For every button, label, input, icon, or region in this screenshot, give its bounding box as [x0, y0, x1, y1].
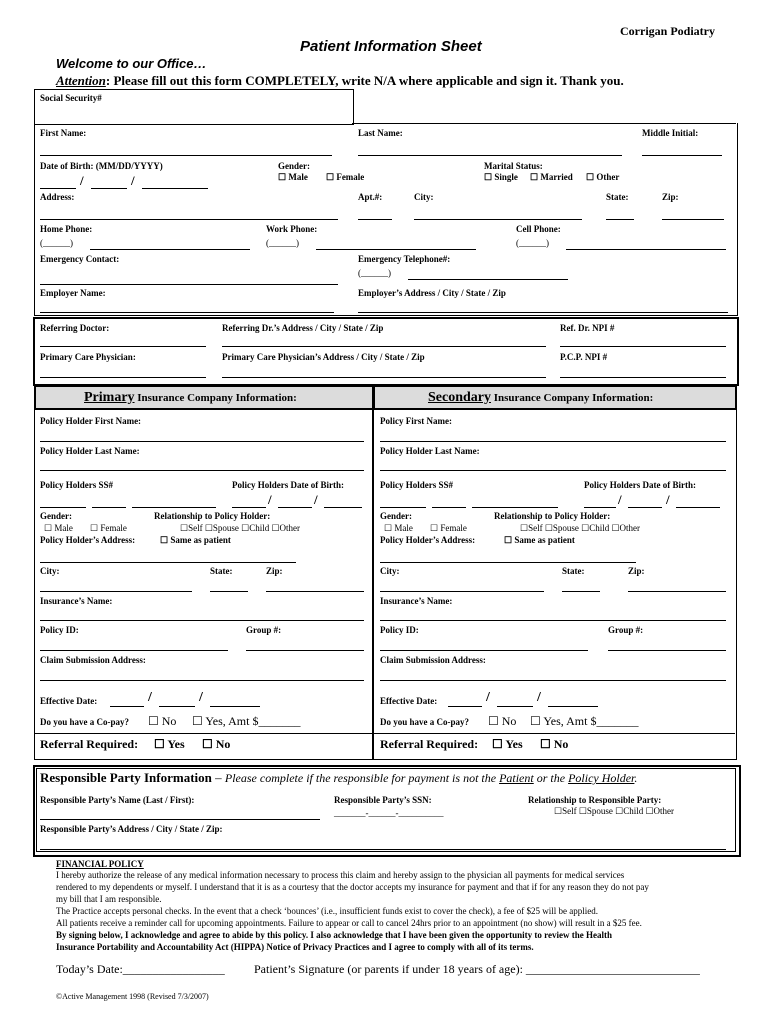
secondary-address-field[interactable] [380, 562, 636, 563]
secondary-insurance-name-label: Insurance’s Name: [380, 596, 453, 606]
primary-male-checkbox[interactable]: ☐ Male [44, 523, 73, 533]
primary-dob-label: Policy Holders Date of Birth: [232, 480, 344, 490]
primary-group-label: Group #: [246, 625, 282, 635]
employer-name-field[interactable] [40, 312, 334, 313]
employer-address-field[interactable] [358, 312, 728, 313]
primary-dob-slash-2: / [314, 492, 318, 507]
responsible-relationship-label: Relationship to Responsible Party: [528, 795, 662, 805]
secondary-heading-main: Secondary [428, 390, 491, 405]
primary-referral-no[interactable]: ☐ No [202, 737, 231, 751]
primary-group-field[interactable] [246, 650, 364, 651]
responsible-name-label: Responsible Party’s Name (Last / First): [40, 795, 195, 805]
referring-doctor-field[interactable] [40, 346, 206, 347]
secondary-dob-day[interactable] [628, 507, 662, 508]
home-phone-area: (______) [40, 238, 73, 248]
primary-zip-label: Zip: [266, 566, 283, 576]
responsible-note-dot: . [634, 771, 638, 785]
ssn-label: Social Security# [40, 93, 102, 103]
city-label: City: [414, 192, 434, 202]
primary-policy-id-label: Policy ID: [40, 625, 79, 635]
gender-male-checkbox[interactable]: ☐ Male [278, 172, 308, 182]
secondary-effective-month[interactable] [448, 706, 482, 707]
apt-field[interactable] [358, 219, 392, 220]
emergency-contact-label: Emergency Contact: [40, 254, 120, 264]
attention-text: : Please fill out this form COMPLETELY, write N/A where applicable and sign it. Thank you. [105, 73, 624, 88]
emergency-phone-field[interactable] [408, 279, 568, 280]
secondary-first-name-label: Policy First Name: [380, 416, 452, 426]
first-name-field[interactable] [40, 155, 332, 156]
secondary-dob-slash-2: / [666, 492, 670, 507]
work-phone-label: Work Phone: [266, 224, 318, 234]
responsible-note-a: Please complete if the responsible for payment is not the [224, 771, 500, 785]
home-phone-label: Home Phone: [40, 224, 93, 234]
pcp-npi-label: P.C.P. NPI # [560, 352, 608, 362]
responsible-title: Responsible Party Information [40, 770, 212, 785]
secondary-effective-day[interactable] [497, 706, 533, 707]
insurance-divider [372, 385, 374, 759]
primary-copay-no[interactable]: ☐ No [148, 714, 177, 728]
secondary-copay-yes[interactable]: ☐ Yes, Amt $_______ [530, 714, 639, 728]
secondary-referral-yes[interactable]: ☐ Yes [492, 737, 523, 751]
primary-zip-field[interactable] [266, 591, 364, 592]
primary-copay-label: Do you have a Co-pay? [40, 717, 130, 727]
ref-npi-label: Ref. Dr. NPI # [560, 323, 615, 333]
responsible-ssn-field[interactable]: _______-______-__________ [334, 808, 444, 818]
primary-referral-required-label: Referral Required: [40, 737, 139, 751]
responsible-note-patient: Patient [499, 771, 534, 785]
dob-month-field[interactable] [40, 188, 76, 189]
pcp-field[interactable] [40, 377, 206, 378]
responsible-ssn-label: Responsible Party’s SSN: [334, 795, 432, 805]
primary-state-label: State: [210, 566, 233, 576]
marital-other-checkbox[interactable]: ☐ Other [586, 172, 620, 182]
primary-female-checkbox[interactable]: ☐ Female [90, 523, 127, 533]
referring-address-field[interactable] [222, 346, 546, 347]
primary-claim-address-label: Claim Submission Address: [40, 655, 146, 665]
emergency-contact-field[interactable] [40, 284, 338, 285]
zip-label: Zip: [662, 192, 679, 202]
primary-effective-slash-2: / [199, 690, 203, 705]
secondary-policy-id-label: Policy ID: [380, 625, 419, 635]
secondary-ss-field-1[interactable] [380, 507, 426, 508]
referring-doctor-label: Referring Doctor: [40, 323, 110, 333]
responsible-dash: – [211, 770, 225, 785]
primary-dob-month[interactable] [232, 507, 266, 508]
responsible-relationship-options[interactable]: ☐Self ☐Spouse ☐Child ☐Other [554, 806, 675, 816]
secondary-relationship-label: Relationship to Policy Holder: [494, 511, 611, 521]
dob-slash-2: / [131, 173, 135, 188]
primary-same-as-patient[interactable]: ☐ Same as patient [160, 535, 231, 545]
primary-ss-field-3[interactable] [132, 507, 216, 508]
primary-relationship-label: Relationship to Policy Holder: [154, 511, 271, 521]
pcp-address-field[interactable] [222, 377, 546, 378]
zip-field[interactable] [662, 219, 724, 220]
primary-last-name-label: Policy Holder Last Name: [40, 446, 140, 456]
responsible-name-field[interactable] [40, 819, 320, 820]
primary-address-field[interactable] [40, 562, 296, 563]
cell-phone-field[interactable] [566, 249, 726, 250]
primary-state-field[interactable] [210, 591, 248, 592]
primary-effective-month[interactable] [110, 706, 144, 707]
primary-heading-main: Primary [84, 390, 135, 405]
dob-year-field[interactable] [142, 188, 208, 189]
secondary-ss-field-3[interactable] [472, 507, 558, 508]
secondary-gender-label: Gender: [380, 511, 412, 521]
responsible-address-field[interactable] [40, 849, 726, 850]
pcp-npi-field[interactable] [560, 377, 726, 378]
policy-line-6: By signing below, I acknowledge and agree to abide by this policy. I also acknowledge that I have been given the opportunity to review the Health [56, 930, 612, 940]
primary-address-label: Policy Holder’s Address: [40, 535, 136, 545]
insurance-referral-rule [35, 733, 735, 734]
primary-ss-field-1[interactable] [40, 507, 86, 508]
cell-phone-area: (______) [516, 238, 549, 248]
primary-heading-rest: Insurance Company Information: [134, 392, 297, 404]
secondary-city-field[interactable] [380, 591, 544, 592]
primary-heading [84, 388, 297, 406]
secondary-first-name-field[interactable] [380, 441, 726, 442]
secondary-policy-id-field[interactable] [380, 650, 588, 651]
secondary-heading [428, 388, 653, 406]
referring-address-label: Referring Dr.’s Address / City / State / Zip [222, 323, 384, 333]
secondary-dob-label: Policy Holders Date of Birth: [584, 480, 696, 490]
secondary-claim-address-field[interactable] [380, 680, 726, 681]
secondary-effective-year[interactable] [548, 706, 598, 707]
pcp-address-label: Primary Care Physician’s Address / City / State / Zip [222, 352, 425, 362]
secondary-relationship-options[interactable]: ☐Self ☐Spouse ☐Child ☐Other [520, 523, 641, 533]
responsible-heading [40, 770, 637, 786]
primary-dob-slash-1: / [268, 492, 272, 507]
address-field[interactable] [40, 219, 338, 220]
employer-name-label: Employer Name: [40, 288, 106, 298]
secondary-referral-required-label: Referral Required: [380, 737, 479, 751]
address-label: Address: [40, 192, 75, 202]
policy-line-7: Insurance Portability and Accountability Act (HIPPA) Notice of Privacy Practices and I agree to comply with all of its terms. [56, 942, 534, 952]
financial-policy-title: FINANCIAL POLICY [56, 859, 144, 869]
emergency-phone-label: Emergency Telephone#: [358, 254, 451, 264]
secondary-address-label: Policy Holder’s Address: [380, 535, 476, 545]
secondary-effective-slash-2: / [537, 690, 541, 705]
secondary-dob-month[interactable] [584, 507, 616, 508]
todays-date-field[interactable]: Today’s Date:_________________ [56, 962, 225, 976]
policy-line-1: I hereby authorize the release of any medical information necessary to process this claim and hereby assign to the physician all payments for medical services [56, 870, 625, 880]
responsible-address-label: Responsible Party’s Address / City / State / Zip: [40, 824, 223, 834]
primary-first-name-field[interactable] [40, 441, 364, 442]
state-field[interactable] [606, 219, 634, 220]
primary-dob-year[interactable] [324, 507, 362, 508]
secondary-ss-label: Policy Holders SS# [380, 480, 454, 490]
employer-address-label: Employer’s Address / City / State / Zip [358, 288, 506, 298]
secondary-last-name-field[interactable] [380, 470, 726, 471]
secondary-dob-year[interactable] [676, 507, 720, 508]
pcp-label: Primary Care Physician: [40, 352, 136, 362]
work-phone-area: (______) [266, 238, 299, 248]
dob-label: Date of Birth: (MM/DD/YYYY) [40, 161, 163, 171]
secondary-claim-address-label: Claim Submission Address: [380, 655, 486, 665]
home-phone-field[interactable] [90, 249, 250, 250]
secondary-group-label: Group #: [608, 625, 644, 635]
last-name-label: Last Name: [358, 128, 403, 138]
primary-claim-address-field[interactable] [40, 680, 364, 681]
primary-last-name-field[interactable] [40, 470, 364, 471]
patient-box-top-rule [352, 123, 736, 124]
policy-line-2: rendered to my dependents or myself. I understand that it is as a courtesy that the doctor accepts my insurance for payment and that if for any reason they do not pay [56, 882, 649, 892]
secondary-zip-field[interactable] [628, 591, 726, 592]
policy-line-4: The Practice accepts personal checks. In the event that a check ‘bounces’ (i.e., insufficient funds exist to cover the check), a fee of $25 will be applied. [56, 906, 598, 916]
patient-signature-field[interactable]: Patient’s Signature (or parents if under 18 years of age): _____________________________ [254, 962, 700, 976]
primary-policy-id-field[interactable] [40, 650, 228, 651]
insurance-header-rule [35, 408, 735, 409]
middle-initial-label: Middle Initial: [642, 128, 699, 138]
state-label: State: [606, 192, 629, 202]
primary-insurance-name-field[interactable] [40, 620, 364, 621]
responsible-note-or: or the [533, 771, 569, 785]
primary-effective-slash-1: / [148, 690, 152, 705]
responsible-note-holder: Policy Holder [568, 771, 635, 785]
copyright-footer: ©Active Management 1998 (Revised 7/3/2007) [56, 992, 209, 1001]
page-title: Patient Information Sheet [300, 38, 482, 55]
secondary-dob-slash-1: / [618, 492, 622, 507]
primary-city-label: City: [40, 566, 60, 576]
attention-label: Attention [56, 73, 106, 88]
secondary-insurance-name-field[interactable] [380, 620, 726, 621]
secondary-male-checkbox[interactable]: ☐ Male [384, 523, 413, 533]
secondary-state-field[interactable] [562, 591, 600, 592]
secondary-city-label: City: [380, 566, 400, 576]
policy-line-5: All patients receive a reminder call for upcoming appointments. Failure to appear or call to cancel 24hrs prior to an appointment (no show) will result in a $25 fee. [56, 918, 642, 928]
secondary-state-label: State: [562, 566, 585, 576]
secondary-same-as-patient[interactable]: ☐ Same as patient [504, 535, 575, 545]
primary-referral-yes[interactable]: ☐ Yes [154, 737, 185, 751]
secondary-zip-label: Zip: [628, 566, 645, 576]
primary-insurance-name-label: Insurance’s Name: [40, 596, 113, 606]
city-field[interactable] [414, 219, 582, 220]
marital-married-checkbox[interactable]: ☐ Married [530, 172, 573, 182]
primary-city-field[interactable] [40, 591, 192, 592]
primary-effective-day[interactable] [159, 706, 195, 707]
secondary-last-name-label: Policy Holder Last Name: [380, 446, 480, 456]
secondary-ss-field-2[interactable] [432, 507, 466, 508]
secondary-copay-no[interactable]: ☐ No [488, 714, 517, 728]
primary-effective-date-label: Effective Date: [40, 696, 98, 706]
attention-line [56, 73, 624, 89]
secondary-female-checkbox[interactable]: ☐ Female [430, 523, 467, 533]
secondary-effective-date-label: Effective Date: [380, 696, 438, 706]
secondary-referral-no[interactable]: ☐ No [540, 737, 569, 751]
middle-initial-field[interactable] [642, 155, 722, 156]
responsible-note [225, 771, 638, 785]
marital-single-checkbox[interactable]: ☐ Single [484, 172, 518, 182]
primary-ss-label: Policy Holders SS# [40, 480, 114, 490]
ref-npi-field[interactable] [560, 346, 726, 347]
primary-dob-day[interactable] [278, 507, 312, 508]
cell-phone-label: Cell Phone: [516, 224, 561, 234]
dob-day-field[interactable] [91, 188, 127, 189]
last-name-field[interactable] [358, 155, 622, 156]
primary-ss-field-2[interactable] [92, 507, 126, 508]
welcome-text: Welcome to our Office… [56, 56, 207, 71]
policy-line-3: my bill that I am responsible. [56, 894, 162, 904]
secondary-group-field[interactable] [608, 650, 726, 651]
secondary-heading-rest: Insurance Company Information: [491, 392, 654, 404]
apt-label: Apt.#: [358, 192, 383, 202]
marital-status-label: Marital Status: [484, 161, 543, 171]
gender-female-checkbox[interactable]: ☐ Female [326, 172, 365, 182]
practice-name: Corrigan Podiatry [620, 24, 715, 38]
primary-first-name-label: Policy Holder First Name: [40, 416, 142, 426]
primary-gender-label: Gender: [40, 511, 72, 521]
secondary-copay-label: Do you have a Co-pay? [380, 717, 470, 727]
primary-copay-yes[interactable]: ☐ Yes, Amt $_______ [192, 714, 301, 728]
dob-slash-1: / [80, 173, 84, 188]
secondary-effective-slash-1: / [486, 690, 490, 705]
gender-label: Gender: [278, 161, 310, 171]
emergency-phone-area: (______) [358, 268, 391, 278]
first-name-label: First Name: [40, 128, 87, 138]
primary-relationship-options[interactable]: ☐Self ☐Spouse ☐Child ☐Other [180, 523, 301, 533]
primary-effective-year[interactable] [210, 706, 260, 707]
work-phone-field[interactable] [316, 249, 476, 250]
